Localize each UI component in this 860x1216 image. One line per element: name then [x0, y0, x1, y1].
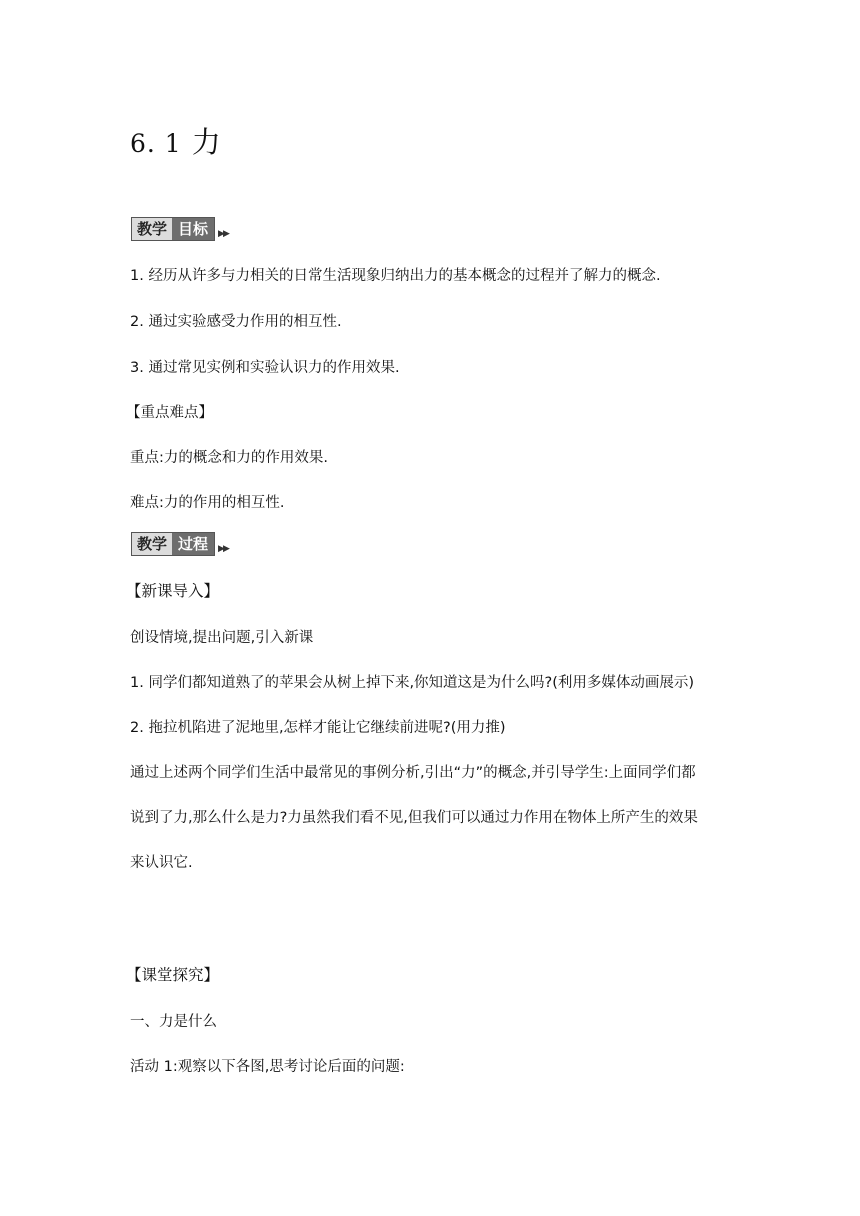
intro-paragraph-line-3: 来认识它. — [130, 855, 193, 871]
section-heading-1: 一、力是什么 — [130, 1014, 217, 1030]
badge-left-text: 教学 — [132, 533, 172, 555]
double-arrow-icon: ▶▶ — [218, 544, 228, 554]
intro-paragraph-line-2: 说到了力,那么什么是力?力虽然我们看不见,但我们可以通过力作用在物体上所产生的效果 — [130, 810, 698, 826]
title-text: 力 — [191, 125, 222, 159]
title-number: 6. 1 — [130, 129, 182, 158]
difficult-point: 难点:力的作用的相互性. — [130, 495, 285, 511]
badge-right-text: 目标 — [172, 218, 214, 240]
intro-heading: 【新课导入】 — [126, 582, 220, 600]
explore-heading: 【课堂探究】 — [126, 966, 220, 984]
teaching-process-badge — [131, 532, 228, 556]
key-difficult-heading: 【重点难点】 — [126, 405, 213, 421]
double-arrow-icon: ▶▶ — [218, 229, 228, 239]
activity-1: 活动 1:观察以下各图,思考讨论后面的问题: — [130, 1059, 405, 1075]
intro-paragraph-line-1: 通过上述两个同学们生活中最常见的事例分析,引出“力”的概念,并引导学生:上面同学们都 — [130, 765, 696, 781]
goal-item-2: 2. 通过实验感受力作用的相互性. — [130, 314, 342, 330]
intro-subheading: 创设情境,提出问题,引入新课 — [130, 630, 314, 646]
goal-item-1: 1. 经历从许多与力相关的日常生活现象归纳出力的基本概念的过程并了解力的概念. — [130, 268, 661, 284]
key-point: 重点:力的概念和力的作用效果. — [130, 450, 328, 466]
badge-right-text: 过程 — [172, 533, 214, 555]
teaching-goals-badge — [131, 217, 228, 241]
page-title — [130, 120, 222, 161]
intro-item-2: 2. 拖拉机陷进了泥地里,怎样才能让它继续前进呢?(用力推) — [130, 720, 506, 736]
badge-left-text: 教学 — [132, 218, 172, 240]
intro-item-1: 1. 同学们都知道熟了的苹果会从树上掉下来,你知道这是为什么吗?(利用多媒体动画展示) — [130, 675, 695, 691]
goal-item-3: 3. 通过常见实例和实验认识力的作用效果. — [130, 360, 400, 376]
